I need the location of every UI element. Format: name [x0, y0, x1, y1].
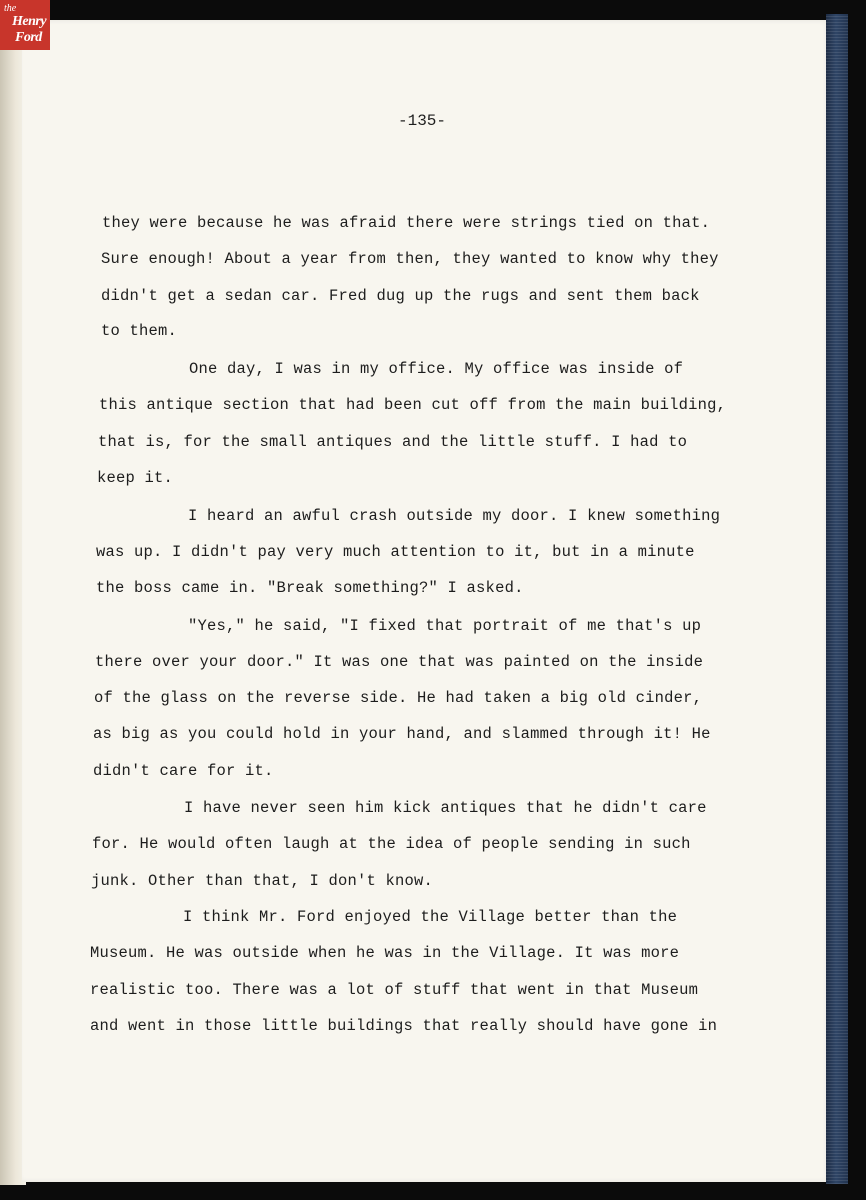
text-line-21: Museum. He was outside when he was in the Village. It was more: [90, 944, 680, 962]
text-line-9: I heard an awful crash outside my door. I knew something: [188, 507, 721, 525]
text-line-6: this antique section that had been cut off from the main building,: [99, 396, 727, 414]
document-page: [22, 20, 830, 1182]
text-line-11: the boss came in. "Break something?" I asked.: [96, 579, 524, 597]
text-line-23: and went in those little buildings that really should have gone in: [90, 1017, 718, 1035]
logo-henry: Henry: [12, 14, 47, 29]
text-line-4: to them.: [101, 322, 178, 340]
text-line-10: was up. I didn't pay very much attention to it, but in a minute: [96, 543, 695, 561]
text-line-5: One day, I was in my office. My office was inside of: [189, 360, 684, 378]
text-line-22: realistic too. There was a lot of stuff that went in that Museum: [90, 981, 699, 999]
text-line-16: didn't care for it.: [93, 762, 274, 780]
text-line-8: keep it.: [97, 469, 174, 487]
text-line-14: of the glass on the reverse side. He had taken a big old cinder,: [94, 689, 703, 707]
logo-ford: Ford: [15, 30, 42, 45]
text-line-3: didn't get a sedan car. Fred dug up the rugs and sent them back: [101, 287, 700, 305]
page-number: -135-: [398, 112, 447, 130]
text-line-18: for. He would often laugh at the idea of people sending in such: [92, 835, 691, 853]
logo-the: the: [4, 3, 17, 14]
text-line-13: there over your door." It was one that was painted on the inside: [95, 653, 704, 671]
text-line-7: that is, for the small antiques and the little stuff. I had to: [98, 433, 688, 451]
text-line-19: junk. Other than that, I don't know.: [91, 872, 434, 890]
text-line-20: I think Mr. Ford enjoyed the Village better than the: [183, 908, 678, 926]
text-line-1: they were because he was afraid there were strings tied on that.: [102, 214, 711, 232]
text-line-12: "Yes," he said, "I fixed that portrait of me that's up: [188, 617, 702, 635]
text-line-15: as big as you could hold in your hand, and slammed through it! He: [93, 725, 711, 743]
book-spine: [826, 14, 848, 1184]
text-line-17: I have never seen him kick antiques that he didn't care: [184, 799, 707, 817]
text-line-2: Sure enough! About a year from then, they wanted to know why they: [101, 250, 719, 268]
henry-ford-logo: [0, 0, 50, 50]
